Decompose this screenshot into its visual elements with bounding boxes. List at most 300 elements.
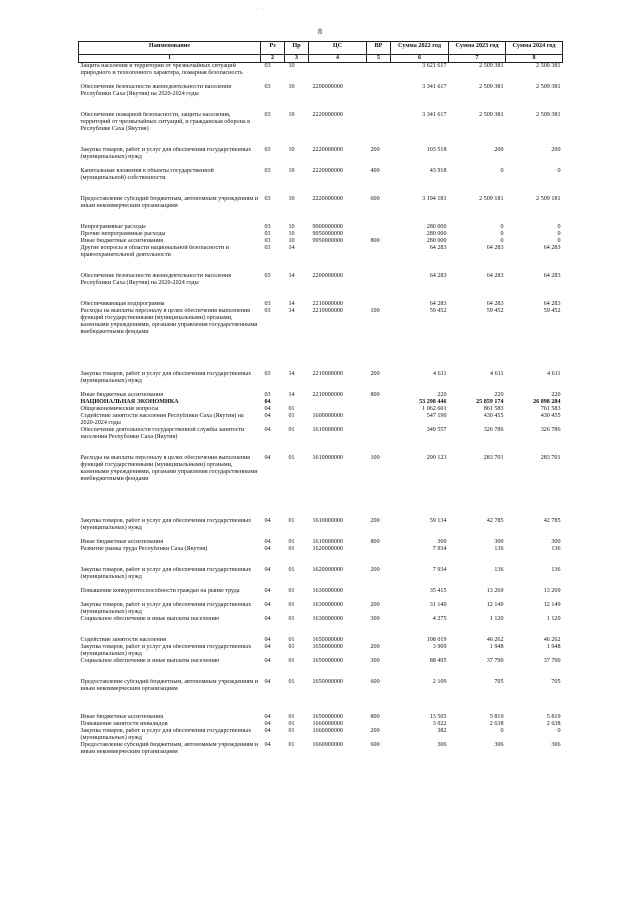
cell-sum-2024: 12 149 [543, 602, 561, 608]
cell-pr: 10 [288, 196, 295, 202]
cell-cs: 1660000000 [312, 728, 343, 734]
table-row [79, 455, 563, 518]
cell-vr: 200 [370, 728, 380, 734]
cell-pr: 10 [288, 84, 295, 90]
cell-name: Закупка товаров, работ и услуг для обеспечения государственных (муниципальных) нужд [80, 728, 252, 741]
table-row [79, 714, 563, 721]
cell-vr [367, 721, 391, 728]
cell-sum-2024: 2 509 181 [536, 196, 561, 202]
cell-rz: 04 [264, 644, 271, 650]
column-index: 5 [367, 55, 391, 63]
cell-sum-2024: 300 [551, 539, 561, 545]
cell-cs [309, 245, 367, 273]
cell-sum-2024: 220 [551, 392, 561, 398]
cell-sum-2023: 64 283 [486, 273, 504, 279]
cell-pr: 10 [288, 231, 295, 237]
cell-pr: 01 [288, 616, 295, 622]
cell-cs [309, 406, 367, 413]
cell-pr: 10 [288, 112, 295, 118]
cell-vr [367, 63, 391, 85]
cell-vr [367, 301, 391, 308]
cell-sum-2022: 280 000 [426, 238, 447, 244]
cell-sum-2023: 2 509 181 [479, 196, 504, 202]
cell-sum-2022: 108 019 [426, 637, 447, 643]
cell-cs: 1610000000 [312, 539, 343, 545]
cell-sum-2024: 37 790 [543, 658, 561, 664]
cell-rz: 03 [264, 308, 271, 314]
cell-cs [309, 399, 367, 406]
cell-vr [367, 399, 391, 406]
table-row [79, 679, 563, 714]
cell-cs: 1650000000 [312, 644, 343, 650]
table-row [79, 392, 563, 399]
cell-sum-2024: 42 785 [543, 518, 561, 524]
cell-name: Обеспечивающая подпрограмма [80, 301, 165, 307]
column-index: 6 [391, 55, 449, 63]
column-index: 1 [79, 55, 261, 63]
table-row [79, 567, 563, 588]
table-row [79, 231, 563, 238]
cell-rz: 04 [264, 427, 271, 433]
cell-pr: 14 [288, 371, 295, 377]
cell-pr: 14 [288, 301, 295, 307]
cell-sum-2023: 0 [500, 224, 504, 230]
cell-pr: 01 [288, 518, 295, 524]
cell-sum-2023: 430 455 [483, 413, 504, 419]
cell-sum-2024: 64 283 [543, 245, 561, 251]
table-row [79, 147, 563, 168]
cell-rz: 04 [264, 602, 271, 608]
cell-sum-2022: 300 [437, 539, 447, 545]
cell-vr: 800 [370, 392, 380, 398]
cell-sum-2022: 2 109 [432, 679, 447, 685]
cell-name: Закупка товаров, работ и услуг для обеспечения государственных (муниципальных) нужд [80, 518, 252, 531]
cell-cs: 2220000000 [312, 112, 343, 118]
cell-rz: 04 [264, 413, 271, 419]
cell-name: Обеспечение безопасности жизнедеятельности населения Республики Саха (Якутия) на 2020-2024 годы [80, 84, 232, 97]
cell-sum-2022: 7 934 [432, 546, 447, 552]
cell-sum-2024: 64 283 [543, 301, 561, 307]
cell-name: Закупка товаров, работ и услуг для обеспечения государственных (муниципальных) нужд [80, 644, 252, 657]
cell-sum-2024: 64 283 [543, 273, 561, 279]
cell-cs: 2220000000 [312, 196, 343, 202]
cell-rz: 04 [264, 637, 271, 643]
table-row [79, 406, 563, 413]
cell-sum-2024: 2 509 381 [536, 84, 561, 90]
cell-sum-2023: 0 [500, 231, 504, 237]
cell-vr: 200 [370, 644, 380, 650]
cell-vr: 200 [370, 371, 380, 377]
cell-rz: 03 [264, 63, 271, 69]
table-row [79, 602, 563, 616]
cell-cs: 1650000000 [312, 658, 343, 664]
cell-pr: 01 [288, 721, 295, 727]
table-row [79, 644, 563, 658]
cell-name: Обеспечение деятельности государственной службы занятости населения Республики Саха (Якутия) [80, 427, 245, 440]
cell-pr: 14 [288, 245, 295, 251]
cell-sum-2023: 861 583 [483, 406, 504, 412]
cell-vr [367, 427, 391, 455]
cell-cs: 9950000000 [312, 238, 343, 244]
cell-vr: 200 [370, 567, 380, 573]
cell-sum-2024: 0 [557, 238, 561, 244]
cell-sum-2022: 220 [437, 392, 447, 398]
column-index: 2 [261, 55, 285, 63]
table-row [79, 728, 563, 742]
table-row [79, 238, 563, 245]
header-row [79, 42, 563, 55]
cell-rz: 03 [264, 224, 271, 230]
page-top-mark: · · · [251, 6, 265, 12]
cell-name: Предоставление субсидий бюджетным, автономным учреждениям и иным некоммерческим организациям [80, 679, 259, 692]
cell-name: Расходы на выплаты персоналу в целях обеспечения выполнения функций государственными (муниципальными) органами, казенными учреждениями, органами управления государственными внебюджетными фондами [80, 308, 258, 335]
cell-sum-2024: 1 948 [546, 644, 561, 650]
cell-sum-2022: 3 909 [432, 644, 447, 650]
cell-pr: 14 [288, 392, 295, 398]
cell-pr: 10 [288, 224, 295, 230]
cell-name: Иные бюджетные ассигнования [80, 238, 164, 244]
table-row [79, 84, 563, 112]
cell-name: Расходы на выплаты персоналу в целях обеспечения выполнения функций государственными (муниципальными) органами, казенными учреждениями, органами управления государственными внебюджетными фондами [80, 455, 258, 482]
cell-rz: 03 [264, 301, 271, 307]
cell-vr [367, 413, 391, 427]
cell-sum-2023: 2 638 [489, 721, 504, 727]
table-body [79, 63, 563, 764]
cell-name: Защита населения и территории от чрезвычайных ситуаций природного и техногенного характера, пожарная безопасность [80, 63, 243, 76]
cell-pr: 01 [288, 539, 295, 545]
cell-sum-2024: 26 898 284 [533, 399, 561, 405]
cell-sum-2023: 220 [494, 392, 504, 398]
cell-vr: 300 [370, 616, 380, 622]
cell-sum-2022: 13 505 [429, 714, 447, 720]
table-row [79, 63, 563, 85]
cell-sum-2022: 59 134 [429, 518, 447, 524]
cell-vr [367, 112, 391, 147]
cell-name: Закупка товаров, работ и услуг для обеспечения государственных (муниципальных) нужд [80, 567, 252, 580]
cell-pr: 10 [288, 168, 295, 174]
cell-sum-2022: 280 000 [426, 224, 447, 230]
cell-sum-2024: 0 [557, 224, 561, 230]
cell-sum-2024: 306 [551, 742, 561, 748]
cell-cs: 1610000000 [312, 518, 343, 524]
cell-sum-2022: 64 283 [429, 273, 447, 279]
cell-name: Иные бюджетные ассигнования [80, 539, 164, 545]
cell-cs: 1660000000 [312, 721, 343, 727]
cell-pr [285, 399, 309, 406]
cell-sum-2022: 349 557 [426, 427, 447, 433]
column-index: 4 [309, 55, 367, 63]
cell-cs: 1650000000 [312, 714, 343, 720]
cell-cs: 2220000000 [312, 168, 343, 174]
cell-vr: 600 [370, 742, 380, 748]
cell-pr: 01 [288, 644, 295, 650]
cell-cs: 1610000000 [312, 427, 343, 433]
table-row [79, 371, 563, 392]
cell-cs: 1660000000 [312, 742, 343, 748]
cell-vr [367, 546, 391, 567]
cell-pr: 01 [288, 679, 295, 685]
cell-name: Содействие занятости населения Республики Саха (Якутия) на 2020-2024 годы [80, 413, 244, 426]
cell-sum-2023: 136 [494, 546, 504, 552]
cell-rz: 04 [264, 679, 271, 685]
cell-sum-2023: 2 509 381 [479, 63, 504, 69]
cell-sum-2023: 306 [494, 742, 504, 748]
cell-vr: 200 [370, 602, 380, 608]
cell-rz: 03 [264, 238, 271, 244]
cell-cs: 9950000000 [312, 231, 343, 237]
header-cs: ЦС [309, 42, 367, 55]
cell-sum-2022: 43 918 [429, 168, 447, 174]
cell-vr [367, 84, 391, 112]
cell-pr: 01 [288, 602, 295, 608]
column-index: 8 [506, 55, 563, 63]
cell-rz: 04 [264, 742, 271, 748]
cell-pr: 01 [288, 714, 295, 720]
cell-vr [367, 637, 391, 644]
cell-sum-2022: 4 275 [432, 616, 447, 622]
cell-sum-2023: 64 283 [486, 245, 504, 251]
table-row [79, 112, 563, 147]
cell-sum-2023: 0 [500, 168, 504, 174]
cell-rz: 04 [264, 714, 271, 720]
header-vr: ВР [367, 42, 391, 55]
cell-vr [367, 224, 391, 231]
cell-cs: 1610000000 [312, 455, 343, 461]
cell-name: Социальное обеспечение и иные выплаты населению [80, 658, 220, 664]
cell-sum-2022: 306 [437, 742, 447, 748]
cell-cs: 2210000000 [312, 392, 343, 398]
cell-rz: 03 [264, 245, 271, 251]
cell-sum-2022: 64 283 [429, 245, 447, 251]
cell-cs: 1650000000 [312, 679, 343, 685]
cell-cs: 2200000000 [312, 84, 343, 90]
table-row [79, 539, 563, 546]
budget-table [78, 41, 563, 763]
cell-sum-2022: 3 022 [432, 721, 447, 727]
cell-rz: 03 [264, 231, 271, 237]
table-header [79, 42, 563, 63]
cell-sum-2023: 4 611 [490, 371, 504, 377]
cell-sum-2023: 2 509 381 [479, 112, 504, 118]
cell-name: Закупка товаров, работ и услуг для обеспечения государственных (муниципальных) нужд [80, 602, 252, 615]
cell-rz: 04 [264, 546, 271, 552]
cell-rz: 03 [264, 168, 271, 174]
cell-sum-2022: 53 298 446 [419, 399, 447, 405]
cell-pr: 01 [288, 455, 295, 461]
cell-sum-2024: 136 [551, 567, 561, 573]
cell-name: Обеспечение безопасности жизнедеятельности населения Республики Саха (Якутия) на 2020-2024 годы [80, 273, 232, 286]
cell-name: Развитие рынка труда Республики Саха (Якутия) [80, 546, 208, 552]
cell-rz: 04 [264, 455, 271, 461]
cell-name: Социальное обеспечение и иные выплаты населению [80, 616, 220, 622]
cell-cs: 2210000000 [312, 301, 343, 307]
cell-name: Общеэкономические вопросы [80, 406, 159, 412]
header-name: Наименование [79, 42, 261, 55]
cell-cs: 1630000000 [312, 602, 343, 608]
header-rz: Рз [261, 42, 285, 55]
cell-rz: 03 [264, 196, 271, 202]
cell-name: Иные бюджетные ассигнования [80, 714, 164, 720]
cell-rz: 03 [264, 84, 271, 90]
cell-name: Предоставление субсидий бюджетным, автономным учреждениям и иным некоммерческим организациям [80, 742, 259, 755]
cell-pr: 01 [288, 588, 295, 594]
cell-rz: 04 [264, 567, 271, 573]
cell-pr: 10 [288, 147, 295, 153]
cell-rz: 03 [264, 112, 271, 118]
cell-sum-2023: 1 948 [489, 644, 504, 650]
cell-rz: 04 [264, 399, 271, 405]
cell-sum-2023: 13 269 [486, 588, 504, 594]
cell-name: Иные бюджетные ассигнования [80, 392, 164, 398]
column-index: 3 [285, 55, 309, 63]
cell-pr: 14 [288, 308, 295, 314]
cell-sum-2023: 64 283 [486, 301, 504, 307]
cell-sum-2023: 283 701 [483, 455, 504, 461]
cell-sum-2024: 283 701 [540, 455, 561, 461]
cell-cs: 2210000000 [312, 371, 343, 377]
cell-name: Прочие непрограммные расходы [80, 231, 166, 237]
cell-sum-2024: 2 509 381 [536, 63, 561, 69]
cell-name: Повышение занятости инвалидов [80, 721, 168, 727]
table-row [79, 245, 563, 273]
table-row [79, 399, 563, 406]
column-index: 7 [449, 55, 506, 63]
cell-vr: 100 [370, 455, 380, 461]
cell-sum-2024: 326 786 [540, 427, 561, 433]
cell-vr: 300 [370, 658, 380, 664]
cell-pr: 01 [288, 546, 295, 552]
cell-sum-2022: 7 934 [432, 567, 447, 573]
cell-rz: 04 [264, 406, 271, 412]
cell-sum-2023: 705 [494, 679, 504, 685]
header-sum-2024: Сумма 2024 год [506, 42, 563, 55]
cell-cs: 2200000000 [312, 273, 343, 279]
cell-rz: 04 [264, 658, 271, 664]
cell-sum-2023: 300 [494, 539, 504, 545]
cell-cs: 1650000000 [312, 637, 343, 643]
cell-pr: 01 [288, 427, 295, 433]
cell-sum-2023: 25 859 174 [476, 399, 504, 405]
cell-sum-2023: 2 509 381 [479, 84, 504, 90]
cell-rz: 03 [264, 273, 271, 279]
cell-sum-2022: 88 495 [429, 658, 447, 664]
cell-cs: 2220000000 [312, 147, 343, 153]
cell-pr: 01 [288, 567, 295, 573]
cell-vr [367, 406, 391, 413]
cell-pr: 10 [288, 63, 295, 69]
cell-cs: 1630000000 [312, 616, 343, 622]
table-row [79, 588, 563, 602]
cell-cs: 2210000000 [312, 308, 343, 314]
table-row [79, 308, 563, 371]
table-row [79, 637, 563, 644]
cell-pr: 01 [288, 658, 295, 664]
cell-sum-2023: 42 785 [486, 518, 504, 524]
cell-name: Непрограммные расходы [80, 224, 146, 230]
table-row [79, 224, 563, 231]
cell-rz: 04 [264, 616, 271, 622]
cell-sum-2024: 1 120 [546, 616, 561, 622]
cell-sum-2023: 0 [500, 728, 504, 734]
cell-vr: 200 [370, 147, 380, 153]
cell-sum-2022: 103 518 [426, 147, 447, 153]
cell-sum-2022: 3 341 617 [422, 84, 447, 90]
cell-sum-2023: 200 [494, 147, 504, 153]
cell-name: Предоставление субсидий бюджетным, автономным учреждениям и иным некоммерческим организациям [80, 196, 259, 209]
table-row [79, 742, 563, 763]
cell-rz: 04 [264, 588, 271, 594]
cell-name: Другие вопросы в области национальной безопасности и правоохранительной деятельности [80, 245, 229, 258]
header-sum-2023: Сумма 2023 год [449, 42, 506, 55]
table-row [79, 168, 563, 196]
cell-sum-2024: 46 262 [543, 637, 561, 643]
cell-vr: 400 [370, 168, 380, 174]
cell-sum-2023: 136 [494, 567, 504, 573]
page-number: 8 [318, 27, 322, 36]
cell-rz: 04 [264, 539, 271, 545]
cell-sum-2024: 0 [557, 728, 561, 734]
cell-sum-2024: 2 638 [546, 721, 561, 727]
table-row [79, 546, 563, 567]
cell-vr: 800 [370, 238, 380, 244]
cell-pr: 01 [288, 637, 295, 643]
cell-name: НАЦИОНАЛЬНАЯ ЭКОНОМИКА [80, 399, 179, 405]
table-row [79, 273, 563, 301]
table-row [79, 658, 563, 679]
cell-cs: 1630000000 [312, 588, 343, 594]
cell-sum-2024: 430 455 [540, 413, 561, 419]
cell-sum-2024: 200 [551, 147, 561, 153]
cell-vr: 800 [370, 539, 380, 545]
table-row [79, 196, 563, 224]
cell-name: Капитальные вложения в объекты государственной (муниципальной) собственности [80, 168, 214, 181]
table-row [79, 427, 563, 455]
cell-pr: 01 [288, 742, 295, 748]
cell-sum-2024: 2 509 381 [536, 112, 561, 118]
cell-sum-2022: 280 000 [426, 231, 447, 237]
cell-cs: 9900000000 [312, 224, 343, 230]
cell-sum-2022: 547 190 [426, 413, 447, 419]
cell-pr: 01 [288, 406, 295, 412]
cell-cs: 1620000000 [312, 567, 343, 573]
cell-sum-2024: 4 611 [547, 371, 561, 377]
table-row [79, 301, 563, 308]
cell-sum-2022: 382 [437, 728, 447, 734]
cell-sum-2024: 13 269 [543, 588, 561, 594]
cell-rz: 04 [264, 518, 271, 524]
table-row [79, 616, 563, 637]
cell-rz: 04 [264, 721, 271, 727]
cell-sum-2022: 3 621 617 [422, 63, 447, 69]
cell-vr [367, 245, 391, 273]
cell-sum-2022: 35 415 [429, 588, 447, 594]
cell-sum-2024: 5 819 [546, 714, 561, 720]
cell-name: Повышение конкурентоспособности граждан на рынке труда [80, 588, 240, 594]
cell-name: Закупка товаров, работ и услуг для обеспечения государственных (муниципальных) нужд [80, 371, 252, 384]
table-row [79, 721, 563, 728]
cell-sum-2023: 1 120 [489, 616, 504, 622]
cell-sum-2022: 1 062 601 [422, 406, 447, 412]
cell-sum-2024: 0 [557, 231, 561, 237]
cell-pr: 10 [288, 238, 295, 244]
cell-vr [367, 588, 391, 602]
cell-rz: 03 [264, 371, 271, 377]
cell-vr: 600 [370, 196, 380, 202]
cell-sum-2023: 12 149 [486, 602, 504, 608]
cell-vr [367, 273, 391, 301]
cell-sum-2023: 46 262 [486, 637, 504, 643]
cell-rz: 03 [264, 392, 271, 398]
